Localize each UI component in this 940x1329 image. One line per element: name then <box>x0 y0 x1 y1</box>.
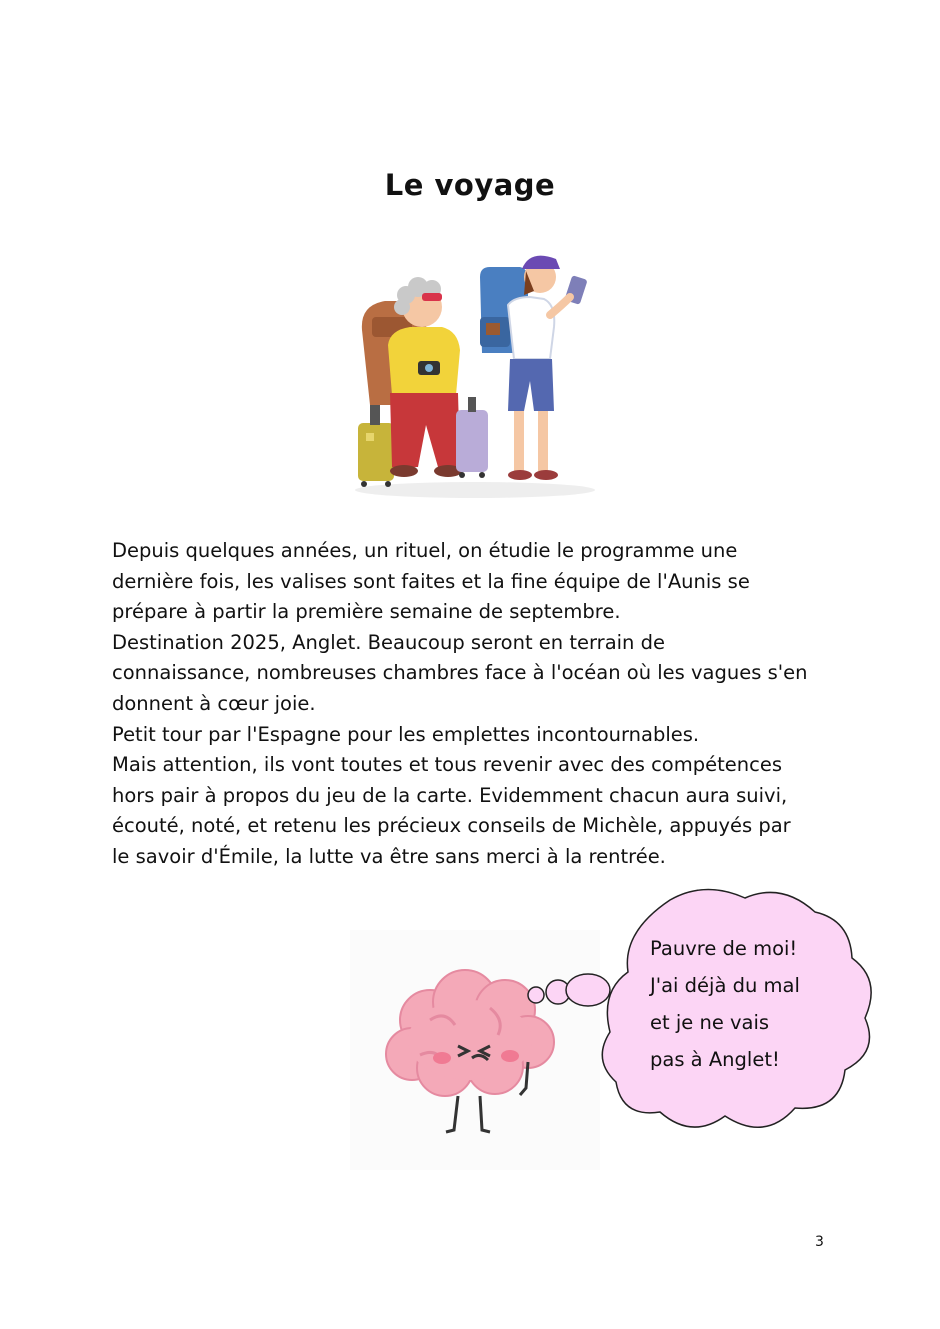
paragraph-line: écouté, noté, et retenu les précieux conseils de Michèle, appuyés par <box>112 814 791 838</box>
paragraph-line: Depuis quelques années, un rituel, on étudie le programme une <box>112 539 738 562</box>
bubble-text <box>650 930 850 1078</box>
paragraph-line: hors pair à propos du jeu de la carte. Evidemment chacun aura suivi, <box>112 783 788 807</box>
paragraph-line: Mais attention, ils vont toutes et tous revenir avec des compétences <box>112 753 782 777</box>
paragraph-line: prépare à partir la première semaine de septembre. <box>112 600 621 624</box>
paragraph-line: donnent à cœur joie. <box>112 691 316 715</box>
paragraph-line: dernière fois, les valises sont faites et la fine équipe de l'Aunis se <box>112 569 750 593</box>
page-title: Le voyage <box>384 168 556 202</box>
paragraph-line: connaissance, nombreuses chambres face à l'océan où les vagues s'en <box>112 661 808 685</box>
page-number: 3 <box>815 1234 824 1250</box>
paragraph-line: Destination 2025, Anglet. Beaucoup seront en terrain de <box>112 630 665 654</box>
body-paragraph <box>112 536 852 873</box>
paragraph-line: le savoir d'Émile, la lutte va être sans merci à la rentrée. <box>112 844 666 868</box>
paragraph-line: Petit tour par l'Espagne pour les emplettes incontournables. <box>112 722 700 746</box>
travelers-illustration <box>330 235 620 505</box>
bubble-line: J'ai déjà du mal <box>650 974 800 997</box>
bubble-line: et je ne vais <box>650 1011 770 1034</box>
bubble-line: pas à Anglet! <box>650 1048 780 1071</box>
bubble-line: Pauvre de moi! <box>650 937 798 960</box>
